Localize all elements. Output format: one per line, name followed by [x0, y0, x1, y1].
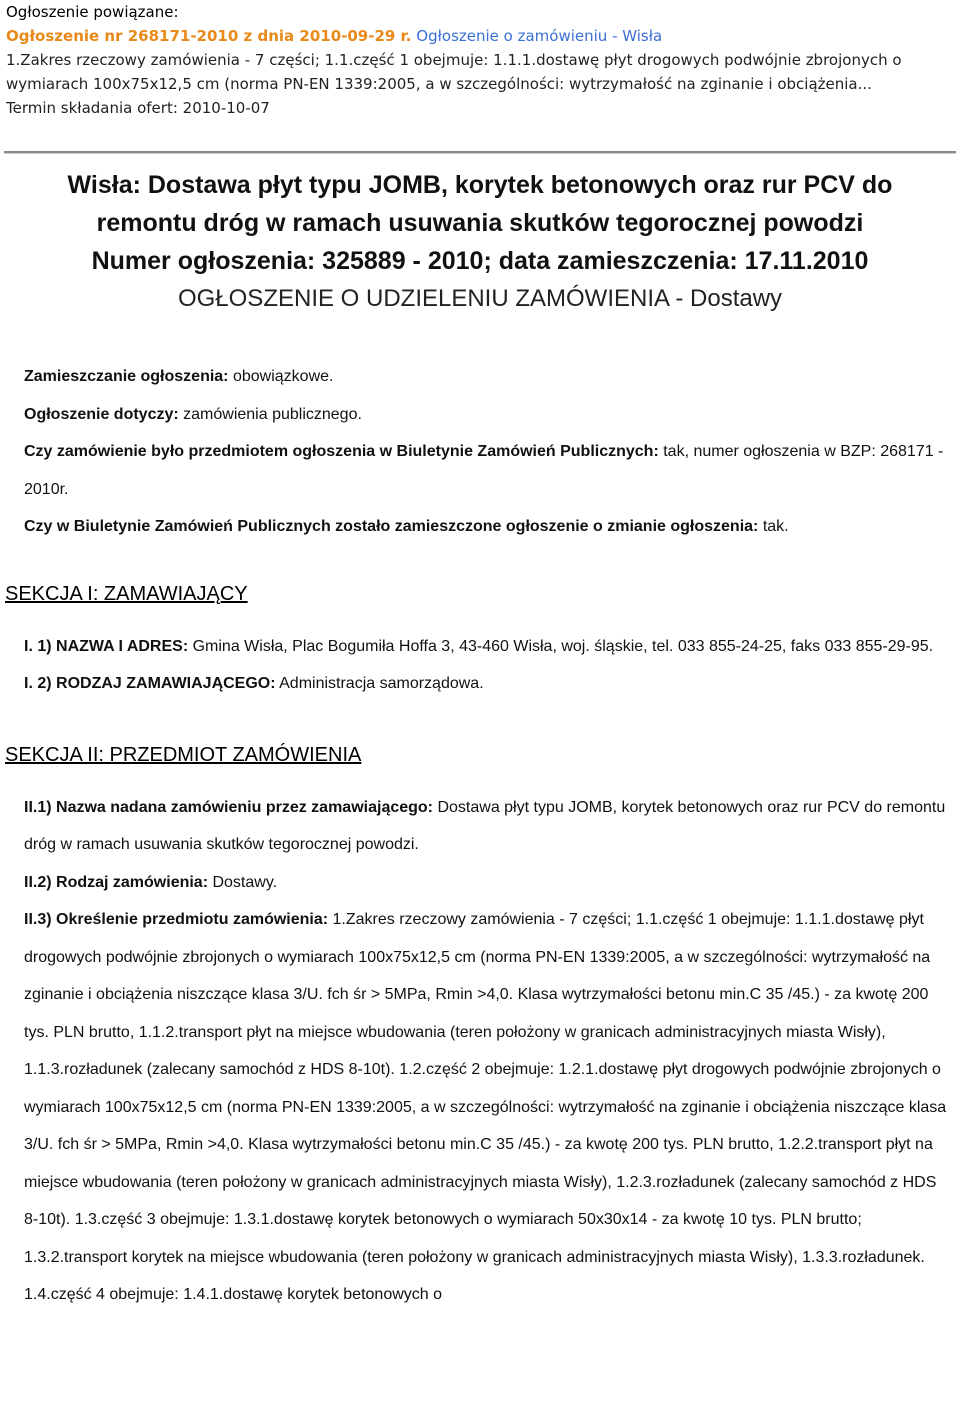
intro-change-notice [24, 508, 955, 546]
related-deadline: Termin składania ofert: 2010-10-07 [6, 99, 270, 117]
section-1-heading: SEKCJA I: ZAMAWIAJĄCY [5, 582, 248, 605]
field-label: Czy w Biuletynie Zamówień Publicznych zostało zamieszczone ogłoszenie o zmianie ogłoszenia: [24, 518, 759, 535]
field-label: II.3) Określenie przedmiotu zamówienia: [24, 911, 329, 928]
contract-subject [24, 901, 955, 1314]
related-summary: 1.Zakres rzeczowy zamówienia - 7 części; 1.1.część 1 obejmuje: 1.1.1.dostawę płyt drogowych podwójnie zbrojonych o wymiarach 100x75x12,5 cm (norma PN-EN 1339:2005, a w szczególności: wytrzymałość na zginanie i obciążenia... [6, 51, 902, 93]
contracting-authority-address [24, 628, 955, 666]
notice-main [0, 150, 960, 1314]
field-label: Czy zamówienie było przedmiotem ogłoszenia w Biuletynie Zamówień Publicznych: [24, 443, 659, 460]
notice-subtitle: OGŁOSZENIE O UDZIELENIU ZAMÓWIENIA - Dostawy [177, 285, 783, 312]
section-1-body [0, 628, 960, 703]
section-2-heading: SEKCJA II: PRZEDMIOT ZAMÓWIENIA [5, 743, 362, 766]
related-notice [0, 0, 960, 120]
field-value: obowiązkowe. [228, 368, 334, 385]
contracting-authority-type [24, 665, 955, 703]
field-value: tak. [758, 518, 789, 535]
intro-bzp-notice [24, 433, 955, 508]
field-value: Administracja samorządowa. [275, 675, 484, 692]
intro-section [0, 358, 960, 546]
contract-type [24, 864, 955, 902]
title-line-2: remontu dróg w ramach usuwania skutków tegorocznej powodzi [96, 209, 864, 237]
title-line-1: Wisła: Dostawa płyt typu JOMB, korytek betonowych oraz rur PCV do [67, 171, 893, 199]
intro-scope [24, 396, 955, 434]
field-label: II.2) Rodzaj zamówienia: [24, 873, 209, 891]
field-value: Gmina Wisła, Plac Bogumiła Hoffa 3, 43-460 Wisła, woj. śląskie, tel. 033 855-24-25, faks 033 855-29-95. [188, 637, 934, 655]
related-reference [6, 24, 956, 48]
field-value: 1.Zakres rzeczowy zamówienia - 7 części; 1.1.część 1 obejmuje: 1.1.1.dostawę płyt drogowych podwójnie zbrojonych o wymiarach 100x75x12,5 cm (norma PN-EN 1339:2005, a w szczególności: wytrzymałość na zginanie i obciążenia niszczące klasa 3/U. fch śr > 5MPa, Rmin >4,0. Klasa wytrzymałości betonu min.C 35 /45.) - za kwotę 200 tys. PLN brutto, 1.1.2.transport płyt na miejsce wbudowania (teren położony w granicach administracyjnych miasta Wisły), 1.1.3.rozładunek (zalecany samochód z HDS 8-10t). 1.2.część 2 obejmuje: 1.2.1.dostawę płyt drogowych podwójnie zbrojonych o wymiarach 100x75x12,5 cm (norma PN-EN 1339:2005, a w szczególności: wytrzymałość na zginanie i obciążenia niszczące klasa 3/U. fch śr > 5MPa, Rmin >4,0. Klasa wytrzymałości betonu min.C 35 /45.) - za kwotę 200 tys. PLN brutto, 1.2.2.transport płyt na miejsce wbudowania (teren położony w granicach administracyjnych miasta Wisły), 1.2.3.rozładunek (zalecany samochód z HDS 8-10t). 1.3.część 3 obejmuje: 1.3.1.dostawę korytek betonowych o wymiarach 50x30x14 - za kwotę 10 tys. PLN brutto; 1.3.2.transport korytek na miejsce wbudowania (teren położony w granicach administracyjnych miasta Wisły), 1.3.3.rozładunek. 1.4.część 4 obejmuje: 1.4.1.dostawę korytek betonowych o [24, 911, 947, 1303]
title-line-3: Numer ogłoszenia: 325889 - 2010; data zamieszczenia: 17.11.2010 [91, 247, 869, 275]
field-value: tak, numer ogłoszenia w BZP: 268171 - 2010r. [24, 443, 944, 498]
field-value: zamówienia publicznego. [178, 405, 362, 423]
field-label: Ogłoszenie dotyczy: [24, 405, 179, 423]
contract-name [24, 789, 955, 864]
field-value: Dostawy. [208, 873, 278, 891]
field-label: Zamieszczanie ogłoszenia: [24, 368, 229, 385]
field-label: I. 2) RODZAJ ZAMAWIAJĄCEGO: [24, 675, 276, 692]
notice-title-block [0, 166, 960, 318]
related-heading: Ogłoszenie powiązane: [6, 3, 179, 21]
related-notice-link[interactable]: Ogłoszenie o zamówieniu - Wisła [416, 27, 663, 45]
section-2-body [0, 789, 960, 1314]
field-label: I. 1) NAZWA I ADRES: [24, 637, 189, 655]
related-notice-number[interactable]: Ogłoszenie nr 268171-2010 z dnia 2010-09-29 r. [6, 27, 412, 45]
intro-publication [24, 358, 955, 396]
field-value: Dostawa płyt typu JOMB, korytek betonowych oraz rur PCV do remontu dróg w ramach usuwania skutków tegorocznej powodzi. [24, 798, 946, 853]
field-label: II.1) Nazwa nadana zamówieniu przez zamawiającego: [24, 798, 434, 816]
